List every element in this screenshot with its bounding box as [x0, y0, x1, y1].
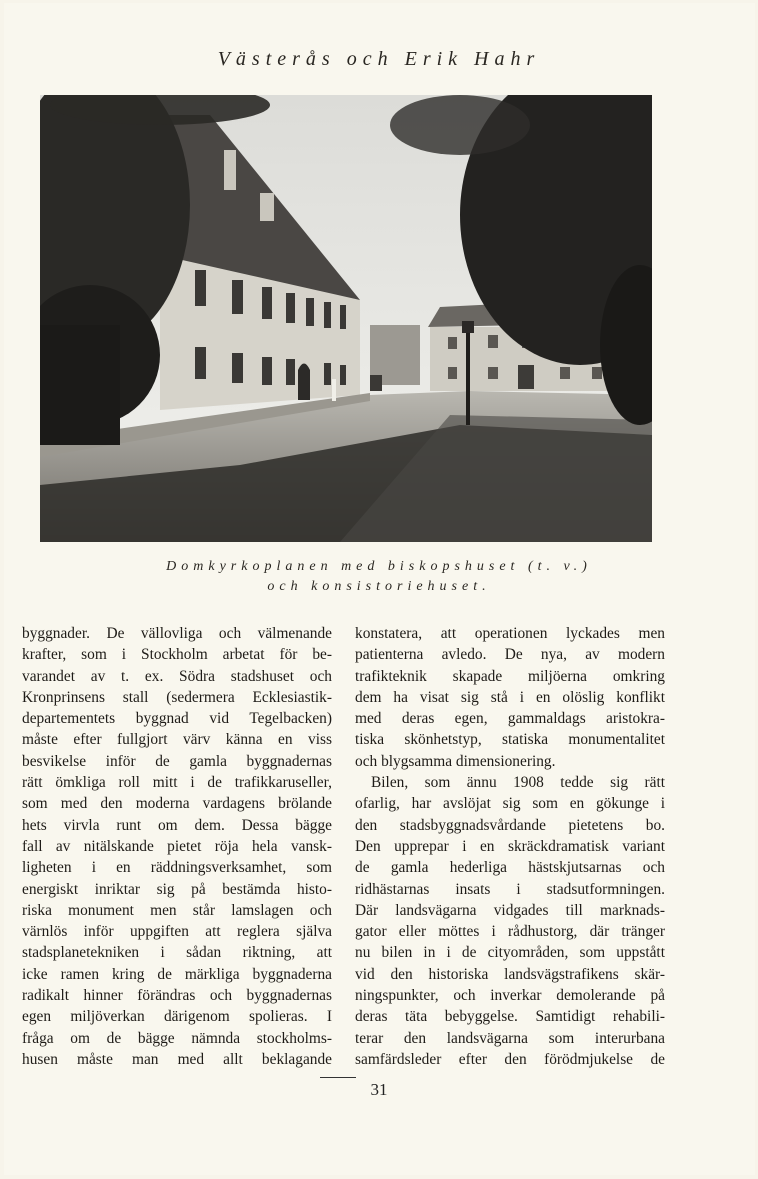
text-line: som med den moderna vardagens brölande — [22, 795, 332, 813]
text-line: besvikelse inför de gamla byggnadernas — [22, 752, 332, 770]
text-line: och blygsamma dimensionering. — [355, 752, 556, 770]
text-line: byggnader. De vällovliga och välmenande — [22, 625, 332, 642]
text-line: riska monument men står lamslagen och — [22, 901, 332, 919]
text-line: med deras egen, gammaldags aristokra- — [355, 710, 665, 728]
text-line: gator eller möttes i rådhustorg, där tränger — [355, 923, 665, 941]
text-line: ofarlig, har avslöjat sig som en gökunge i — [355, 795, 665, 813]
text-line: fall av nitälskande pietet röja hela vansk- — [22, 837, 332, 855]
text-line: hets virvla runt om dem. Dessa bägge — [22, 816, 332, 834]
text-line: egen miljöverkan därigenom spolieras. I — [22, 1008, 332, 1026]
left-column — [22, 623, 332, 1070]
text-line: ningspunkter, och inverkar demolerande på — [355, 987, 665, 1005]
text-line: samfärdsleder efter den förödmjukelse de — [355, 1050, 665, 1068]
text-line: Bilen, som ännu 1908 tedde sig rätt — [371, 774, 665, 792]
text-line: fråga om de bägge nämnda stockholms- — [22, 1029, 332, 1047]
photo-image — [40, 95, 652, 542]
page-number: 31 — [370, 1080, 388, 1099]
caption-line: Domkyrkoplanen med biskopshuset (t. v.) — [166, 559, 592, 574]
text-line: deras täta bebyggelse. Samtidigt rehabili- — [355, 1008, 665, 1026]
text-line: konstatera, att operationen lyckades men — [355, 625, 665, 642]
text-line: patienterna avledo. De nya, av modern — [355, 646, 665, 664]
text-line: tiska skönhetstyp, statiska monumentalitet — [355, 731, 665, 749]
caption-line: och konsistoriehuset. — [267, 579, 491, 594]
text-line: radikalt hinner förändras och byggnadernas — [22, 987, 332, 1005]
text-line: måste efter fullgjort värv känna en viss — [22, 731, 332, 749]
text-line: energiskt inriktar sig på bestämda histo- — [22, 880, 332, 898]
text-line: vid den historiska landsvägstrafikens skär- — [355, 965, 665, 983]
text-line: de gamla hederliga hästskjutsarnas och — [355, 859, 665, 877]
text-line: ligheten i en räddningsverksamhet, som — [22, 859, 332, 877]
text-line: Kronprinsens stall (sedermera Ecklesiastik- — [22, 688, 332, 706]
text-line: krafter, som i Stockholm arbetat för be- — [22, 646, 332, 664]
text-line: värnlös inför uppgiften att reglera själva — [22, 923, 332, 941]
text-line: Där landsvägarna vidgades till marknads- — [355, 901, 665, 919]
text-line: rätt ömkliga roll mitt i de trafikkaruseller, — [22, 774, 332, 792]
photograph-domkyrkoplanen — [40, 95, 652, 542]
text-line: icke ramen kring de märkliga byggnaderna — [22, 965, 332, 983]
text-line: trafikteknik skapade miljöerna omkring — [355, 667, 665, 685]
text-line: ridhästarnas insats i stadsutformningen. — [355, 880, 665, 898]
text-line: Den upprepar i en skräckdramatisk variant — [355, 837, 665, 855]
text-line: den stadsbyggnadsvårdande pietetens bo. — [355, 816, 665, 834]
text-line: husen måste man med allt beklagande — [22, 1050, 332, 1068]
text-line: departementets byggnad vid Tegelbacken) — [22, 710, 332, 728]
right-column — [355, 623, 665, 1070]
text-line: nu bilen in i de cityområden, som uppstått — [355, 944, 665, 962]
folio-rule — [320, 1077, 356, 1078]
running-title: Västerås och Erik Hahr — [217, 48, 541, 70]
text-line: terar den landsvägarna som interurbana — [355, 1029, 665, 1047]
text-line: stadsplanetekniken i sådan riktning, att — [22, 944, 332, 962]
figure-caption — [0, 557, 758, 597]
text-line: varandet av t. ex. Södra stadshuset och — [22, 667, 332, 685]
text-line: dem ha visat sig stå i en olöslig konflikt — [355, 688, 665, 706]
